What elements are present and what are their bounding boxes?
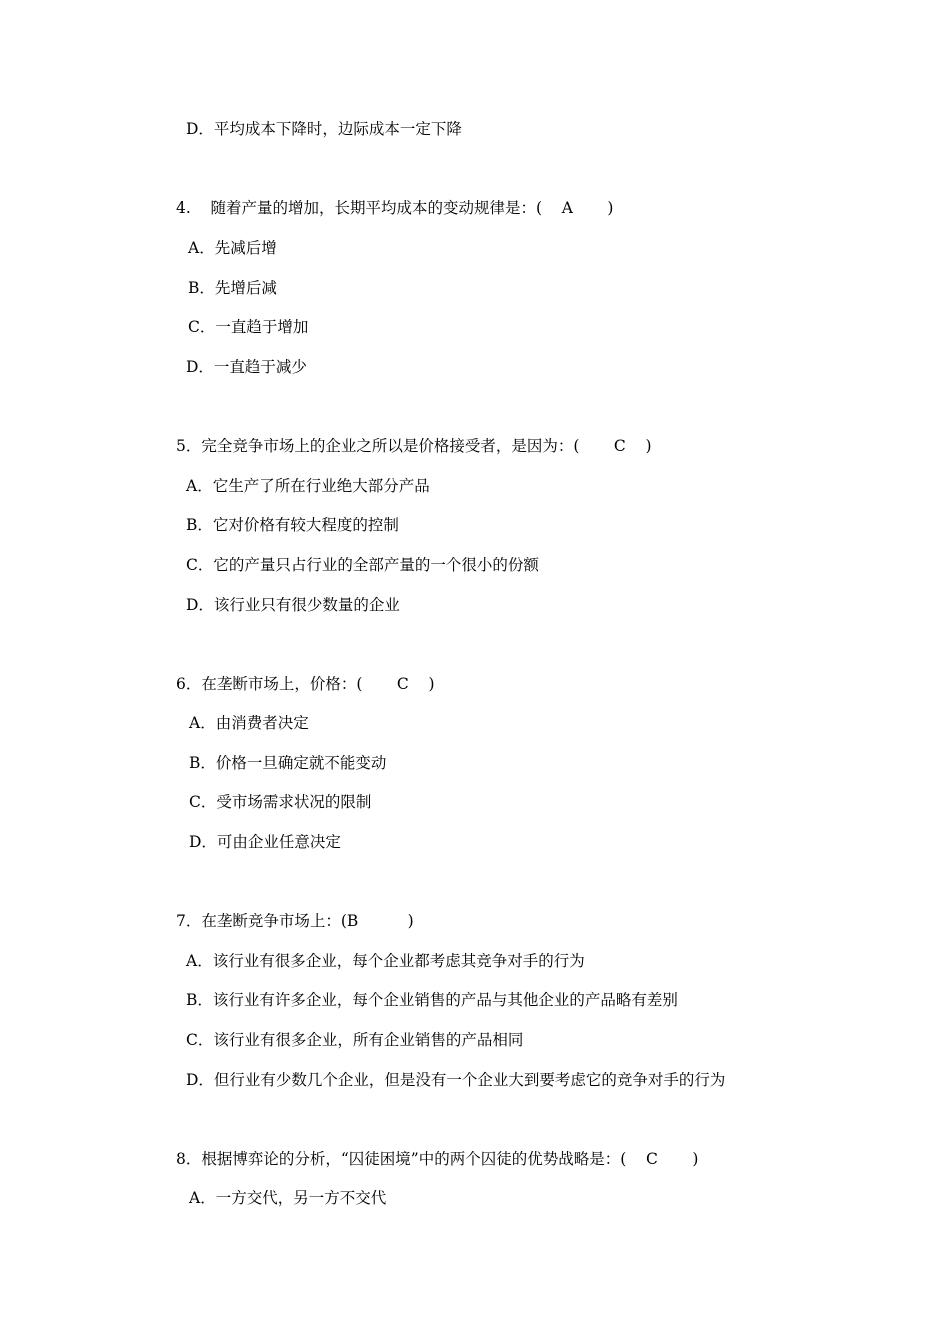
q8-question: 8．根据博弈论的分析，“囚徒困境”中的两个囚徒的优势战略是：( C ) <box>176 1150 699 1168</box>
q7-option-a: A．该行业有很多企业，每个企业都考虑其竞争对手的行为 <box>186 952 585 970</box>
q7-question: 7．在垄断竞争市场上：(B ) <box>176 912 414 930</box>
q4-question: 4. 随着产量的增加，长期平均成本的变动规律是：( A ) <box>176 199 614 217</box>
q8-option-a: A．一方交代，另一方不交代 <box>189 1189 387 1207</box>
q5-question: 5．完全竞争市场上的企业之所以是价格接受者，是因为：( C ) <box>176 437 652 455</box>
q6-option-c: C．受市场需求状况的限制 <box>189 793 372 811</box>
q6-question: 6．在垄断市场上，价格：( C ) <box>176 675 435 693</box>
q6-option-a: A．由消费者决定 <box>189 714 309 732</box>
q6-option-d: D．可由企业任意决定 <box>189 833 341 851</box>
q4-option-b: B．先增后减 <box>188 279 277 297</box>
q5-option-a: A．它生产了所在行业绝大部分产品 <box>186 477 430 495</box>
q6-option-b: B．价格一旦确定就不能变动 <box>189 754 387 772</box>
q5-option-c: C．它的产量只占行业的全部产量的一个很小的份额 <box>186 556 539 574</box>
q4-option-c: C．一直趋于增加 <box>188 318 309 336</box>
q5-option-d: D．该行业只有很少数量的企业 <box>186 596 400 614</box>
q4-option-d: D．一直趋于减少 <box>186 358 307 376</box>
q3-option-d: D．平均成本下降时，边际成本一定下降 <box>186 120 462 138</box>
q5-option-b: B．它对价格有较大程度的控制 <box>186 516 399 534</box>
q7-option-b: B．该行业有许多企业，每个企业销售的产品与其他企业的产品略有差别 <box>186 991 678 1009</box>
q7-option-d: D．但行业有少数几个企业，但是没有一个企业大到要考虑它的竞争对手的行为 <box>186 1071 726 1089</box>
q4-option-a: A．先减后增 <box>188 239 277 257</box>
q7-option-c: C．该行业有很多企业，所有企业销售的产品相同 <box>186 1031 524 1049</box>
